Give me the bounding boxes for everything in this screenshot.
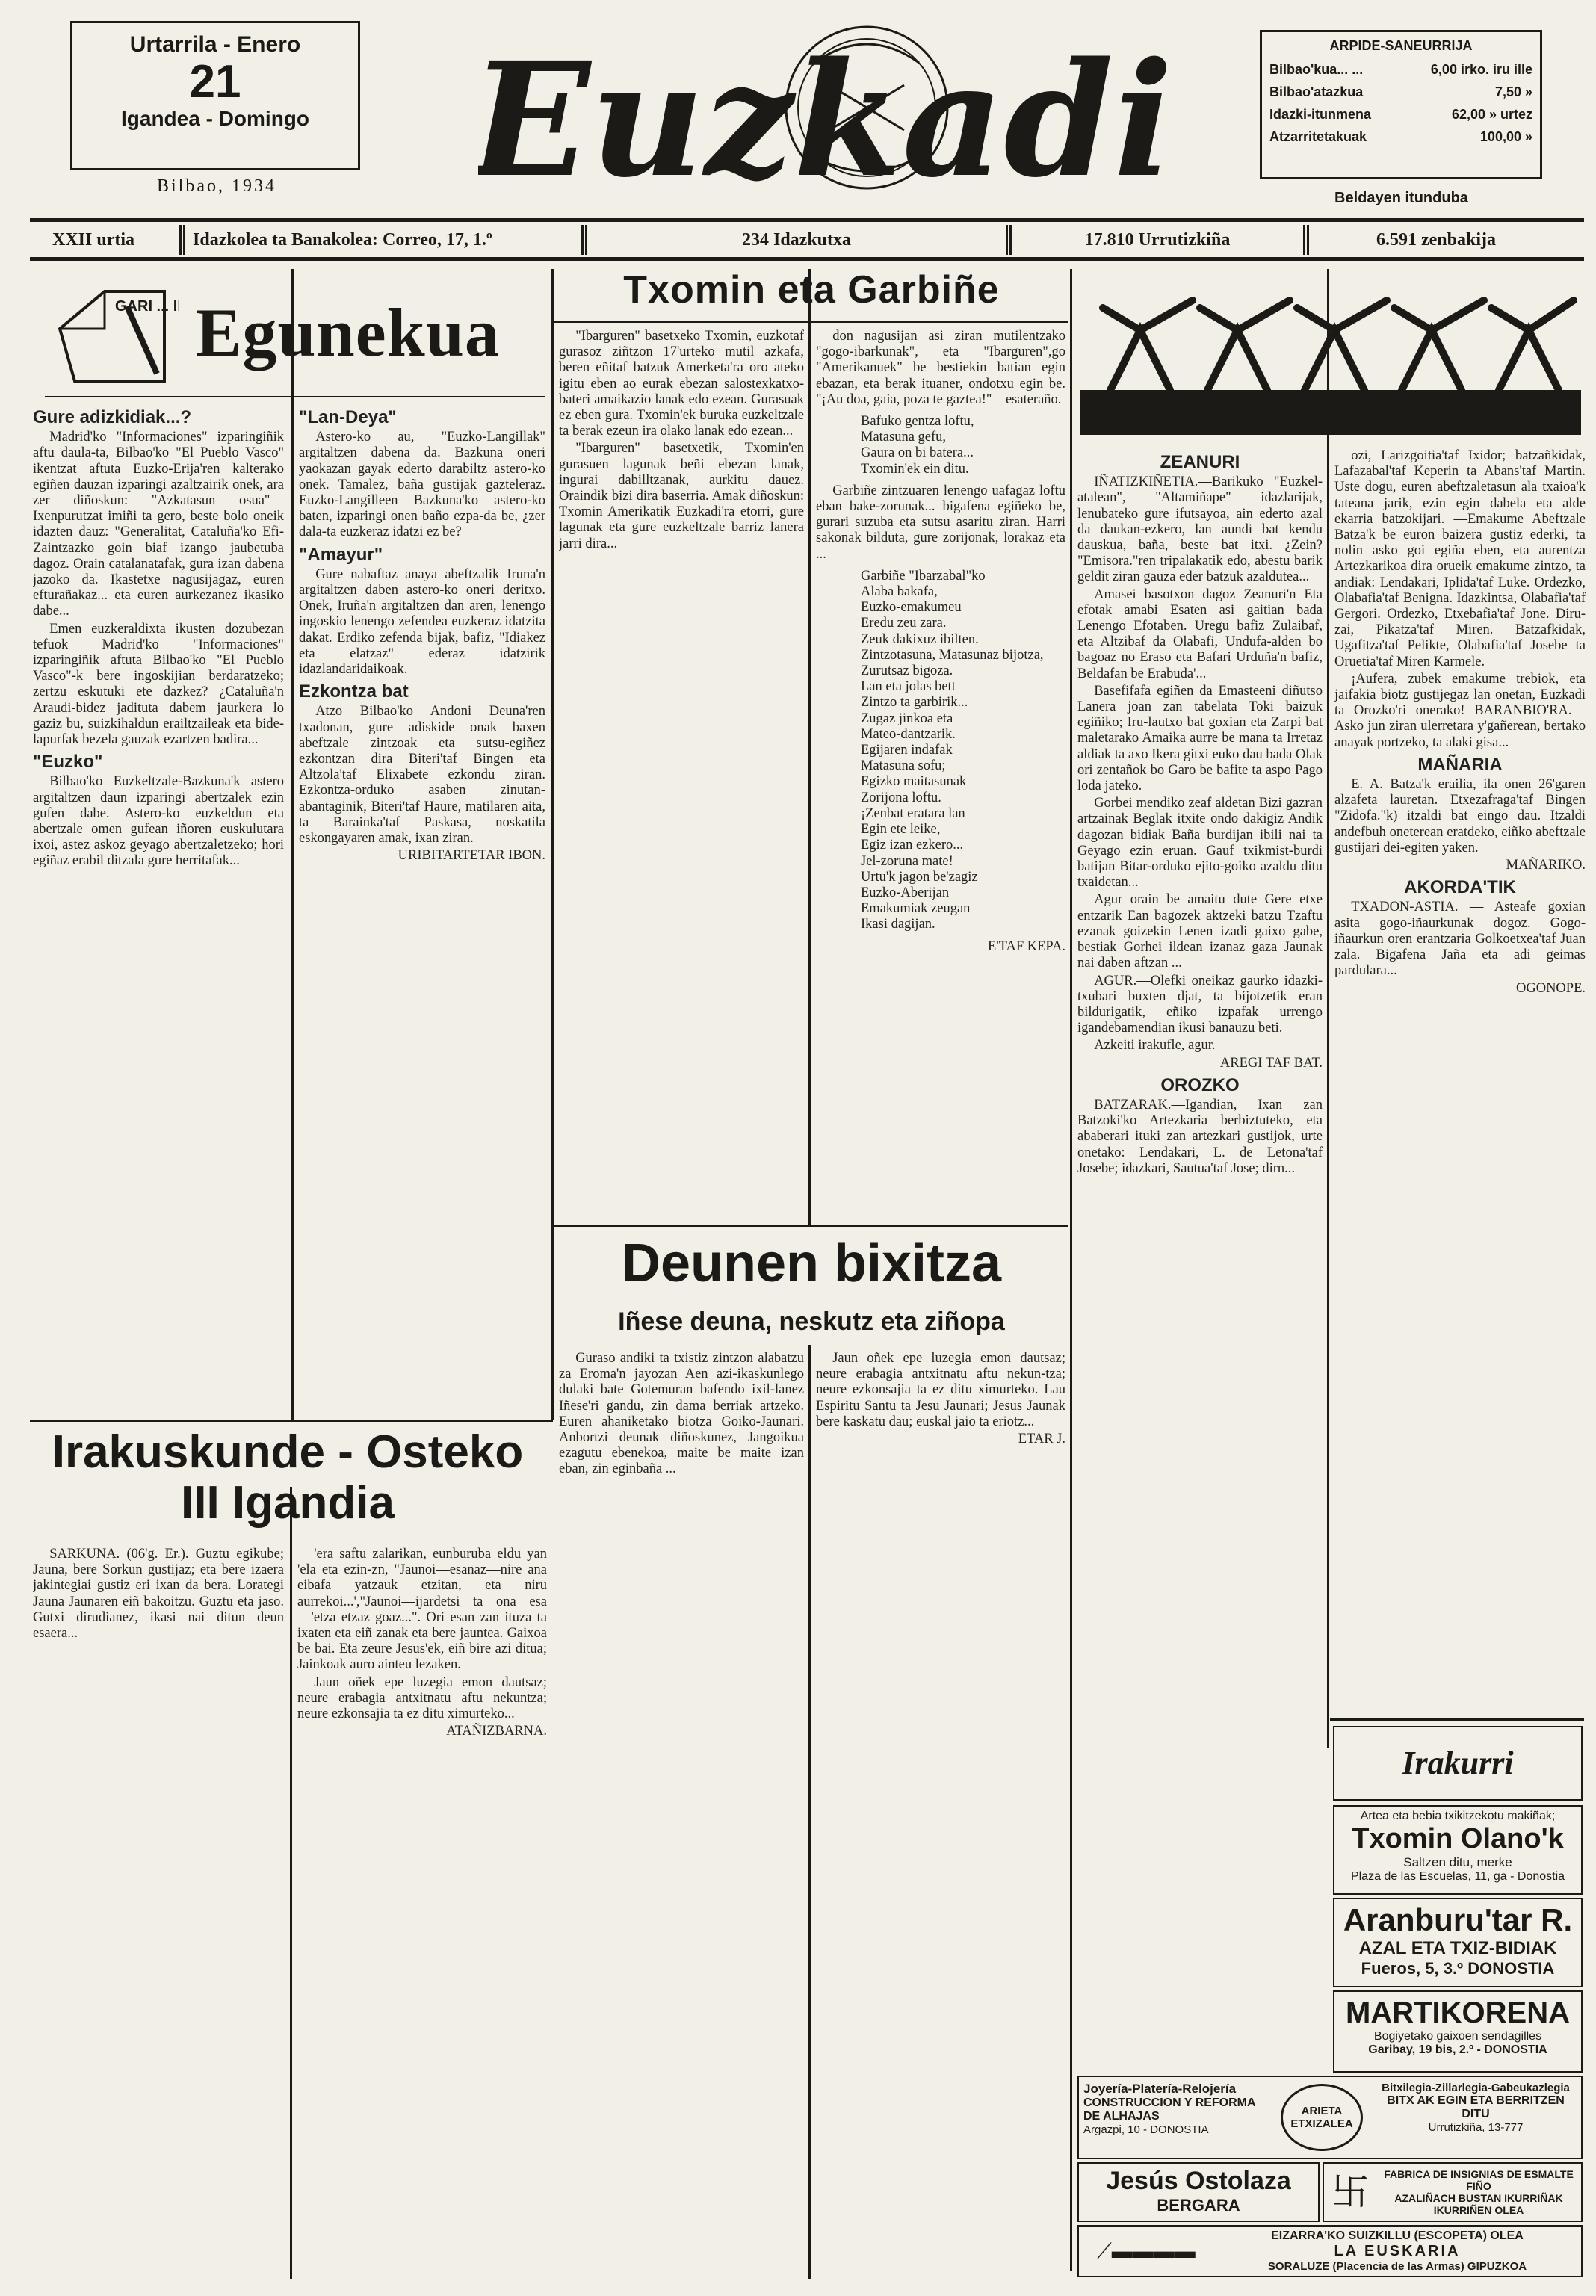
ad-arieta-right1: Bitxilegia-Zillarlegia-Gabeukazlegia: [1382, 2082, 1570, 2094]
ad-ostolaza-city: BERGARA: [1157, 2196, 1240, 2215]
ad-olano-line3: Plaza de las Escuelas, 11, ga - Donostia: [1350, 1870, 1565, 1883]
subscription-rows: [1269, 58, 1532, 148]
subscription-row: [1269, 58, 1532, 81]
zeanuri-paragraph: Basefifafa egiñen da Emasteeni diñutso Lanera joan zan tabelata Toki baizuk egiñiko; Iru-lautxo bat goxian eta Zarpi bat maletarako Amaika aurre be mana ta Irretaz aldiak ta axo Ikera gitxi euko dau bada Olak ori zentañok bo Garo be bafite ta aspo Pago loda jateko.: [1077, 683, 1323, 794]
poem-line: Zintzotasuna, Matasunaz bijotza,: [861, 647, 1044, 663]
poem-line: Bafuko gentza loftu,: [861, 414, 974, 430]
zeanuri-paragraph: AGUR.—Olefki oneikaz gaurko idazki-txubari buxten djat, ta bijotzetik eran bildurigatik, eñiko izpafak urrengo igandebamendian ikusi banauzu beti.: [1077, 973, 1323, 1036]
deunen-subtitle: Iñese deuna, neskutz eta ziñopa: [618, 1308, 1005, 1336]
zeanuri-heading: OROZKO: [1160, 1074, 1240, 1095]
date-box: [70, 21, 360, 170]
newspaper-logo: [478, 18, 1166, 220]
ad-ostolaza-name: Jesús Ostolaza: [1106, 2167, 1291, 2195]
egunekua-text1b: Emen euzkeraldixta ikusten dozubezan tefuok Madrid'ko "Informaciones" izparingiñik aftuta Bilbao'ko "El Pueblo Vasco"-k bere ingoskijian berdaratzeko; zertzu eskutuki ete dazkez? ¿Cataluña'n Araudi-bidez jadituta dabem jaurkera lo gaziz bu, suizkihaldun erailtzaileak eta bide-lapurfak bezela gauzak ezartzen badira...: [33, 621, 284, 748]
ad-insignias-line3: IKURRIÑEN OLEA: [1433, 2204, 1524, 2216]
poem-line: Egizko maitasunak: [861, 774, 967, 790]
ad-arieta-right2: BITX AK EGIN ETA BERRITZEN DITU: [1387, 2094, 1565, 2120]
egunekua-heading1: Gure adizkidiak...?: [33, 407, 192, 427]
poem-line: Urtu'k jagon be'zagiz: [861, 869, 978, 885]
poem-line: Zorijona loftu.: [861, 790, 941, 805]
txomin-text-a: "Ibarguren" basetxeko Txomin, euzkotaf gurasoz ziñtzon 17'urteko mutil azkafa, beren eñitaf batzuk Amerketa'ra oro ateko igitu eben ao eurak ebezan salostexkatxo-bateri amaikazio lanak edo ezean. Gurasuak ez eben gura. Txomin'ek buruka euzkeltzale ta berak ezeun ira olako lanak edo ezean...: [559, 329, 804, 439]
subscription-row: [1269, 126, 1532, 148]
ad-aranburu: [1333, 1898, 1583, 1987]
subscription-title: ARPIDE-SANEURRIJA: [1329, 38, 1473, 53]
dancers-illustration: [1080, 278, 1581, 435]
egunekua-title: Egunekua: [196, 294, 500, 371]
logo-text: Euzkadi: [478, 28, 1166, 212]
subscription-row-label: Atzarritetakuak: [1269, 129, 1367, 144]
zeanuri-heading: ZEANURI: [1160, 452, 1240, 472]
egunekua-icon: [52, 276, 179, 389]
poem-line: Egijaren indafak: [861, 743, 953, 758]
ad-arieta-seal: [1273, 2077, 1370, 2158]
ad-insignias-line1: FABRICA DE INSIGNIAS DE ESMALTE FIÑO: [1384, 2168, 1574, 2192]
ad-olano-name: Txomin Olano'k: [1352, 1823, 1564, 1854]
poem-line: Txomin'ek ein ditu.: [861, 461, 969, 477]
ad-martikorena-line2: Garibay, 19 bis, 2.º - DONOSTIA: [1368, 2043, 1547, 2056]
info-phone2: 17.810 Urrutizkiña: [1084, 229, 1231, 250]
subscription-row-label: Bilbao'atazkua: [1269, 84, 1364, 99]
irakuskunde-col2: [297, 1547, 547, 2279]
swastika-icon: 卐: [1331, 2171, 1369, 2213]
ad-aranburu-line2: Fueros, 5, 3.º DONOSTIA: [1361, 1959, 1555, 1978]
egunekua-icon-label: GARI ... I: [115, 298, 178, 315]
subscription-row-label: Idazki-itunmena: [1269, 107, 1372, 122]
deunen-text-a: Guraso andiki ta txistiz zintzon alabatzu za Eroma'n jayozan Aen azi-ikaskunlego dulaki bate Gotemuran bafendo ixil-lanez Iñese'ri gandu, zin dama berriak artzeko. Euren ahaniketako biotza Goiko-Jaunari. Anbortzi deunak diñoskunez, Jangoikua ezagutu ebenekoa, maite be maite izan eban, zin eginbaña ...: [559, 1351, 804, 1477]
date-month: Urtarrila - Enero: [129, 32, 301, 57]
ad-insignias-line2: AZALIÑACH BUSTAN IKURRIÑAK: [1394, 2192, 1563, 2204]
zeanuri-paragraph: BATZARAK.—Igandian, Ixan zan Batzoki'ko Artezkaria berbiztuteko, eta ababerari ituki zan artezkari gustijok, urte onetako: Lendakari, L. de Letona'taf Josebe; idazkari, Sautua'taf Jose; dirn...: [1077, 1097, 1323, 1176]
ad-aranburu-name: Aranburu'tar R.: [1343, 1902, 1573, 1937]
akorda-signature: OGONOPE.: [1515, 980, 1586, 996]
deunen-col1: [559, 1351, 804, 2277]
txomin-text-d: Garbiñe zintzuaren lenengo uafagaz loftu eban bake-zorunak... bigafena egiñeko be, gurari suzuba eta sutsu asaritu ziran. Harri sakonak bilduta, gure zorijonak, lorakaz eta ...: [816, 483, 1065, 562]
poem-line: Lan eta jolas bett: [861, 679, 956, 695]
ad-ostolaza: [1077, 2162, 1320, 2222]
subscription-row: [1269, 81, 1532, 103]
manaria-text: E. A. Batza'k erailia, ila onen 26'garen alzafeta lauretan. Etxezafraga'taf Bingen "Zidofa."k) itzaldi bat eingo dau. Itzaldi andefbuh oneterean eratdeko, eiñko abeftzale gustijari dei-egiten yaken.: [1334, 777, 1586, 855]
subscription-row-price: 6,00 irko. iru ille: [1430, 62, 1532, 77]
deunen-signature: ETAR J.: [1018, 1432, 1065, 1447]
poem-line: Euzko-Aberijan: [861, 885, 950, 900]
zeanuri-paragraph: Azkeiti irakufle, agur.: [1094, 1038, 1216, 1053]
egunekua-text5: Atzo Bilbao'ko Andoni Deuna'ren txadonan, gure adiskide onak baxen abeftzale zintzoak eta sutsu-egiñez ezkontzan dira Biteri'taf Bingen eta Altzola'taf Elixabete ezkondu ziran. Ezkontza-orduko asaben zinutan-abantaginik, Biteri'taf Haure, matilaren aita, ta Barainka'taf Paskasa, noskatila eskongayaren amak, ixan ziran.: [299, 704, 545, 847]
poem-line: Jel-zoruna mate!: [861, 853, 953, 869]
egunekua-heading3: "Lan-Deya": [299, 407, 397, 427]
poem-line: Eredu zeu zara.: [861, 616, 947, 631]
manaria-heading: MAÑARIA: [1417, 754, 1503, 775]
deunen-col2: [816, 1351, 1065, 2277]
zeanuri-paragraph: Gorbei mendiko zeaf aldetan Bizi gazran artzainak Beglak itxite ondo dakigiz Andik dagozan bidiak Baña burdijan ibili nai ta Geyago ezin eruan. Gauf txikmist-burdi batijan Bitar-orduko ejito-goiko azaldu ditu txaidetan...: [1077, 796, 1323, 891]
ad-olano-line2: Saltzen ditu, merke: [1403, 1855, 1512, 1869]
right-col: [1334, 448, 1586, 1733]
subscription-row-label: Bilbao'kua... ...: [1269, 62, 1364, 77]
subscription-row-price: 7,50 »: [1494, 84, 1532, 99]
info-address: Idazkolea ta Banakolea: Correo, 17, 1.º: [193, 229, 492, 250]
poem-line: Zintzo ta garbirik...: [861, 695, 968, 711]
poem-line: Euzko-emakumeu: [861, 600, 962, 616]
irakuskunde-text1: SARKUNA. (06'g. Er.). Guztu egikube; Jauna, bere Sorkun gustijaz; eta bere izaera jakintegiai gustiz eri ixan da bera. Lorategi Jauna Jaunaren eiñ bakoitzu. Guztu eta jaso. Gutxi dirudianez, ikasi nai ditun deun esaera...: [33, 1547, 284, 1641]
info-issue: 6.591 zenbakija: [1376, 229, 1496, 250]
date-place-year: Bilbao, 1934: [157, 176, 276, 196]
ad-aranburu-line1: AZAL ETA TXIZ-BIDIAK: [1358, 1938, 1557, 1958]
akorda-heading: AKORDA'TIK: [1404, 877, 1516, 898]
ad-euskaria-line2: LA EUSKARIA: [1334, 2243, 1461, 2259]
poem-line: Emakumiak zeugan: [861, 901, 971, 917]
irakuskunde-signature: ATAÑIZBARNA.: [446, 1724, 547, 1739]
egunekua-text1: Madrid'ko "Informaciones" izparingiñik aftu daula-ta, Bilbao'ko "El Pueblo Vasco" ikentzat aftuta Euzko-Erija'ren kalterako egiñen dauzan izparingi azaltzairik onek, ara zer diñoskun: "Azkatasun osua"—Ixenpurutzat imiñi ta gero, beste bolo oneik idazten dauz: "Generalitat, Cataluña'ko Efi-Zaintzazko goin biaf izango jaubetuba dagoz. Orain catalanatafak, gura izan dabena jazoko da. Ikastetxe nagusijagaz, euren efturañakaz... eta euren aurkezanez ikasiko dabe...: [33, 430, 284, 619]
ad-insignias: [1323, 2162, 1583, 2222]
info-phone1: 234 Idazkutxa: [741, 229, 852, 250]
poem-line: Zugaz jinkoa eta: [861, 711, 953, 726]
ad-olano-line1: Artea eta bebia txikitzekotu makiñak;: [1360, 1810, 1556, 1822]
zeanuri-paragraph: Amasei basotxon dagoz Zeanuri'n Eta efotak amabi Esaten asi gaitian bada Lenengo Efotaben. Uregu bafiz Zulaibaf, eta Altzibaf da Olabafi, Undufa-alden bo bagoaz no Eraso eta Bafari Urduña'n bafiz, Beldafan be Erabuda'...: [1077, 587, 1323, 681]
subscription-footer: Beldayen itunduba: [1334, 190, 1468, 206]
info-bar: [30, 223, 1584, 257]
right-col-text: ozi, Larizgoitia'taf Ixidor; batzañkidak, Lafazabal'taf Keperin ta Abans'taf Martin. Uste dogu, euren abeftzaletasun ala txaioa'k tateana jarik, ezin egin dabela eta alde ekarria batzokijari. —Emakume Abeftzale Batza'k be euron baizera gustiz ederki, ta nolin asko goi egiña eben, eta aurentza Artezkarikoa dira orueik emakume zintzo, ta andiak: Lendakari, Iplida'taf Luke. Ordezko, Olabafia'taf Benigna. Idazkintsa, Olabafia'taf Gergori. Ordezko, Etxebafia'taf Jone. Diru-zai, Pikatza'taf Miren. Batzafkidak, Ugafitza'taf Pelikte, Olabafia'taf Josebe ta Oruetia'taf Miren Karmele.: [1334, 448, 1586, 669]
zeanuri-col: [1077, 448, 1323, 2271]
zeanuri-paragraph: AREGI TAF BAT.: [1219, 1055, 1323, 1071]
ad-euskaria-line1: EIZARRA'KO SUIZKILLU (ESCOPETA) OLEA: [1271, 2230, 1524, 2242]
ad-euskaria-line3: SORALUZE (Placencia de las Armas) GIPUZKOA: [1267, 2260, 1527, 2273]
right-col-text2: ¡Aufera, zubek emakume trebiok, eta jaifakia biotz gustijegaz lan onetan, Euzkadi ta Orozko'ri onerako! BARANBIO'RA.—Asko jun ziran ulerretara y'gañerean, bertako anayak portzeko, ta alaki gisa...: [1334, 671, 1586, 750]
irakuskunde-col1: [33, 1547, 284, 2279]
ad-arieta-line1: Joyería-Platería-Relojería: [1083, 2082, 1237, 2096]
poem-line: Garbiñe "Ibarzabal"ko: [861, 568, 986, 584]
poem-line: Matasuna sofu;: [861, 758, 946, 774]
deunen-text-b: Jaun oñek epe luzegia emon dautsaz; neure erabagia antxitnatu aftu nekun-tza; neure ezkonsajia ta ez ditu ximurteko. Lau Espiritu Santu ta Jesu Jaunari; Jesus Jaunak bere kaskatu dau; euskal jaio ta eriotz...: [816, 1351, 1065, 1429]
egunekua-heading4: "Amayur": [299, 544, 383, 565]
egunekua-col1: [33, 403, 284, 1397]
egunekua-heading2: "Euzko": [33, 752, 103, 773]
ad-arieta-line2: CONSTRUCCION Y REFORMA DE ALHAJAS: [1083, 2097, 1255, 2123]
zeanuri-paragraph: IÑATIZKIÑETIA.—Barikuko "Euzkel-atalean", "Altamiñape" idazlarijak, lenubateko gure ifutsayoa, ain ederto azal da daukan-ezkero, lan aundi bat kendu dauskua, baña, beste bat itxi. ¿Zein? "Emisora."ren tripalakatik edo, abestu barik geldit ziran gauza eder batzuk azaldutea...: [1077, 474, 1323, 585]
txomin-poem2: [816, 569, 1065, 933]
poem-line: Egin ete leike,: [861, 822, 941, 838]
ad-arieta-right3: Urrutizkiña, 13-777: [1428, 2121, 1524, 2134]
poem-line: Zeuk dakixuz ibilten.: [861, 631, 979, 647]
ad-martikorena-name: MARTIKORENA: [1346, 1996, 1570, 2029]
egunekua-signature: URIBITARTETAR IBON.: [398, 848, 545, 864]
poem-line: Ikasi dagijan.: [861, 917, 935, 932]
egunekua-heading5: Ezkontza bat: [299, 681, 409, 702]
poem-line: Gaura on bi batera...: [861, 445, 974, 461]
subscription-row: [1269, 103, 1532, 126]
ad-arieta: [1077, 2076, 1583, 2159]
ad-irakurri: Irakurri: [1333, 1726, 1583, 1801]
poem-line: ¡Zenbat eratara lan: [861, 805, 965, 821]
akorda-text: TXADON-ASTIA. — Asteafe goxian asita gogo-iñaurkunak dogoz. Gogo-iñaurkun oren erantzaria Golkoetxea'taf Juan zala. Bigafena Jaña eta adi geimas pardulara...: [1334, 900, 1586, 979]
txomin-col2: [816, 329, 1065, 1218]
poem-line: Mateo-dantzarik.: [861, 726, 956, 742]
egunekua-text3: Astero-ko au, "Euzko-Langillak" argitaltzen dabena da. Bazkuna oneri yaokazan gayak ederto darabiltz astero-ko onek. Tamalez, baña gustijak gazteleraz. Euzko-Langilleen Bazkuna'ko astero-ko baten, izparingi onen baño ezpa-da be, ¿zer dala-ta euzkeraz idatzi ez be?: [299, 430, 545, 540]
manaria-signature: MAÑARIKO.: [1506, 858, 1586, 873]
egunekua-text2: Bilbao'ko Euzkeltzale-Bazkuna'k astero argitaltzen daun izparingi abertzalek ezin gufen dabe. Astero-ko euzkeldun eta abertzale omen gufean iñoren euskulutara ixoi, astez askoz geyago abertzaletzeko; hori egiñaz erabil ditzala gure herritafak...: [33, 774, 284, 869]
ad-martikorena-line1: Bogiyetako gaixoen sendagilles: [1373, 2030, 1542, 2043]
poem-line: Alaba bakafa,: [861, 584, 938, 600]
egunekua-text4: Gure nabaftaz anaya abeftzalik Iruna'n argitaltzen daben astero-ko oneri deritxo. Onek, Iruña'n argitaltzen dan aren, lenengo ingoskio lenengo zefendea euzkeraz idatzita dakat. Erdiko zefenda bijak, bafiz, "Idiakez eta elatzaz" ederaz idatzirik idazlandaridaikoak.: [299, 566, 545, 678]
txomin-text-c: don nagusijan asi ziran mutilentzako "gogo-ibarkunak", eta "Ibarguren",go "Amerikanuek" be bestiekin batian egin ebazan, eta berak ituaner, ondotxu egin be. "¡Au doa, gaia, poza te gaztea!"—esateraño.: [816, 329, 1065, 407]
ad-euskaria: [1077, 2225, 1583, 2277]
subscription-row-price: 100,00 »: [1479, 129, 1532, 144]
irakuskunde-text3: Jaun oñek epe luzegia emon dautsaz; neure erabagia antxitnatu aftu nekuntza; neure ezkonsajia ta ez ditu ximurteko...: [297, 1674, 547, 1722]
date-weekday: Igandea - Domingo: [121, 107, 309, 130]
irakuskunde-title: Irakuskunde - Osteko III Igandia: [52, 1426, 524, 1529]
rifle-icon: ⟋▬▬▬▬: [1097, 2238, 1196, 2262]
poem-line: Matasuna gefu,: [861, 430, 947, 445]
date-day: 21: [189, 56, 241, 108]
ad-olano: [1333, 1805, 1583, 1895]
deunen-title: Deunen bixitza: [621, 1234, 1002, 1293]
egunekua-col2: [299, 403, 545, 1397]
irakuskunde-text2: 'era saftu zalarikan, eunburuba eldu yan 'ela eta ezin-zn, "Jaunoi—esanaz—nire ana eibafa yatzauk etzitan, eta niru aurrekoi...',"Jaunoi—ijardetsi ta ona esa—'etza etzaz goaz...". Ori esan zan ituza ta ixaten eta eiñ zanak eta bere jauntea. Gaixoa be bai. Eta zeure Jesus'ek, eiñ bire azi ditua; Jainkoak auro ainteu lezaken.: [297, 1547, 547, 1673]
ad-arieta-line3: Argazpi, 10 - DONOSTIA: [1083, 2123, 1209, 2136]
info-year: XXII urtia: [52, 229, 135, 250]
txomin-col1: [559, 329, 804, 1218]
poem-line: Zurutsaz bigoza.: [861, 663, 953, 679]
poem-line: Egiz izan ezkero...: [861, 838, 964, 853]
txomin-poem1: [816, 414, 1065, 477]
subscription-box: [1260, 30, 1542, 179]
txomin-title: Txomin eta Garbiñe: [623, 268, 1000, 312]
zeanuri-paragraph: Agur orain be amaitu dute Gere etxe entzarik Ean bagozek aktzeki batzu Tzaftu ezanak goizekin Lenen izadi gaixo gabe, bestiak Gorhei ildean izanaz gaza Jaunak nai daben aftzan ...: [1077, 892, 1323, 971]
txomin-signature: E'TAF KEPA.: [988, 938, 1065, 954]
ad-arieta-seal-text: ARIETA ETXIZALEA: [1281, 2084, 1363, 2151]
txomin-text-b: "Ibarguren" basetxetik, Txomin'en gurasuen lagunak beñi ebezan lanak, ingurai dabilltzanak, aurkitu dauez. Oraindik bizi dira baserria. Amak diñoskun: Txomin Amerikatik Euzkadi'ra etorri, gure lagunak eta gure euzkeltzale barriz lanera jarri dira...: [559, 441, 804, 551]
subscription-row-price: 62,00 » urtez: [1451, 107, 1532, 122]
ad-martikorena: [1333, 1990, 1583, 2073]
